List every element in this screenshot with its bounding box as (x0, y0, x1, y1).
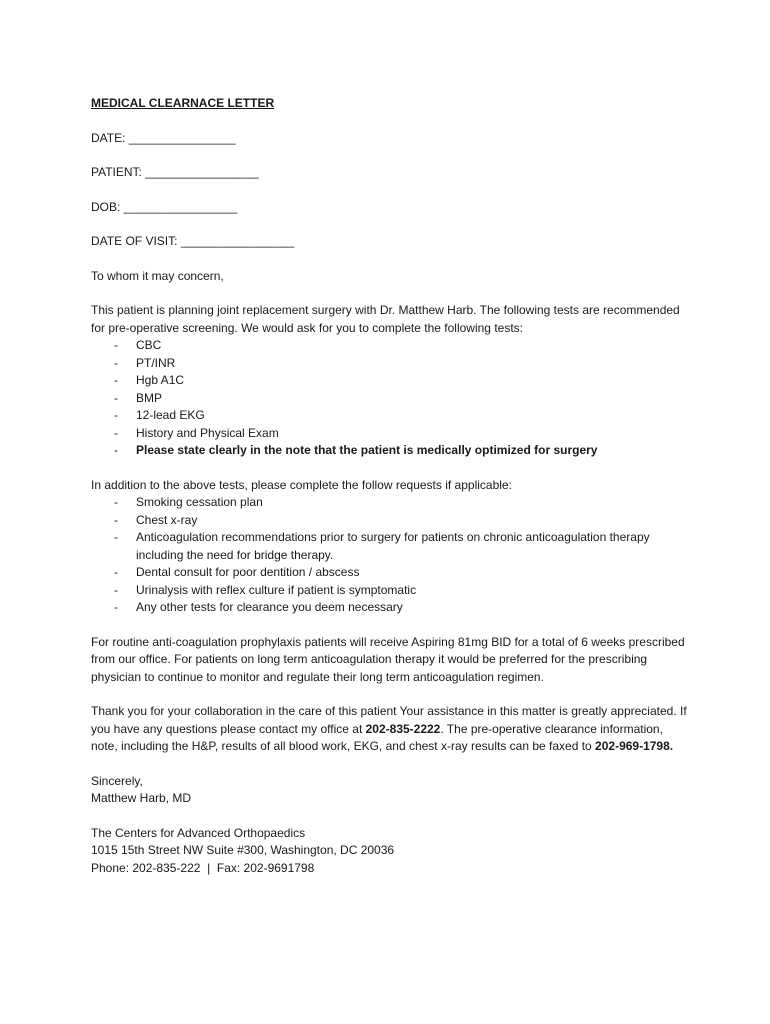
thanks-paragraph (91, 703, 691, 756)
dash-bullet: - (114, 512, 118, 527)
organization-name: The Centers for Advanced Orthopaedics (91, 825, 306, 840)
request-label: Smoking cessation plan (136, 495, 263, 509)
list-item (91, 372, 691, 390)
dash-bullet: - (114, 530, 118, 544)
required-test-label: BMP (136, 390, 163, 405)
thanks-text-2: . The pre-operative clearance information, note, including the H&P, results of all blood work, EKG, and chest x-ray results can be faxed to (91, 721, 663, 753)
organization-contact: Phone: 202-835-222 | Fax: 202-9691798 (91, 860, 315, 875)
additional-intro: In addition to the above tests, please complete the follow requests if applicable: (91, 477, 512, 492)
list-item (91, 564, 691, 582)
closing-block (91, 773, 691, 808)
patient-field: PATIENT: _________________ (91, 165, 259, 179)
required-test-label: CBC (136, 338, 162, 352)
fax-number: 202-969-1798. (595, 739, 674, 753)
dash-bullet: - (114, 408, 118, 422)
dash-bullet: - (114, 582, 118, 597)
dash-bullet: - (114, 565, 118, 579)
signature: Matthew Harb, MD (91, 791, 192, 805)
optimized-statement: Please state clearly in the note that the patient is medically optimized for surgery (136, 443, 598, 457)
organization-address: 1015 15th Street NW Suite #300, Washington, DC 20036 (91, 843, 395, 857)
letter-title: MEDICAL CLEARNACE LETTER (91, 96, 275, 110)
request-label: Any other tests for clearance you deem necessary (136, 600, 403, 614)
intro-paragraph: This patient is planning joint replacement surgery with Dr. Matthew Harb. The following tests are recommended for pre-operative screening. We would ask for you to complete the following tests: (91, 303, 680, 335)
dash-bullet: - (114, 443, 118, 457)
required-test-label: Hgb A1C (136, 373, 185, 387)
list-item (91, 494, 691, 512)
dash-bullet: - (114, 373, 118, 387)
closing: Sincerely, (91, 773, 143, 788)
list-item (91, 390, 691, 408)
list-item (91, 355, 691, 373)
dob-field: DOB: _________________ (91, 199, 238, 214)
date-of-visit-field: DATE OF VISIT: _________________ (91, 234, 295, 248)
letter-page (91, 95, 691, 894)
thanks-text-1: Thank you for your collaboration in the care of this patient Your assistance in this matter is greatly appreciated. If you have any questions please contact my office at (91, 704, 687, 736)
dash-bullet: - (114, 425, 118, 440)
list-item (91, 599, 691, 617)
dash-bullet: - (114, 338, 118, 352)
request-label: Anticoagulation recommendations prior to surgery for patients on chronic anticoagulation therapy including the need for bridge therapy. (136, 530, 650, 562)
salutation: To whom it may concern, (91, 268, 224, 283)
list-item (91, 529, 691, 564)
dash-bullet: - (114, 600, 118, 614)
request-label: Chest x-ray (136, 512, 198, 527)
list-item (91, 582, 691, 600)
required-test-label: PT/INR (136, 355, 176, 370)
dash-bullet: - (114, 495, 118, 509)
required-tests-list (91, 337, 691, 460)
dash-bullet: - (114, 390, 118, 405)
request-label: Dental consult for poor dentition / abscess (136, 565, 360, 579)
list-item (91, 337, 691, 355)
list-item (91, 512, 691, 530)
dash-bullet: - (114, 355, 118, 370)
additional-requests-list (91, 494, 691, 617)
required-test-label: History and Physical Exam (136, 425, 279, 440)
list-item (91, 442, 691, 460)
anticoagulation-paragraph: For routine anti-coagulation prophylaxis patients will receive Aspiring 81mg BID for a total of 6 weeks prescribed from our office. For patients on long term anticoagulation therapy it would be preferred for the prescribing physician to continue to monitor and regulate their long term anticoagulation regimen. (91, 634, 685, 684)
office-phone: 202-835-2222 (365, 721, 441, 736)
request-label: Urinalysis with reflex culture if patient is symptomatic (136, 582, 417, 597)
organization-block (91, 825, 691, 878)
list-item (91, 425, 691, 443)
date-field: DATE: ________________ (91, 130, 236, 145)
required-test-label: 12-lead EKG (136, 408, 205, 422)
list-item (91, 407, 691, 425)
